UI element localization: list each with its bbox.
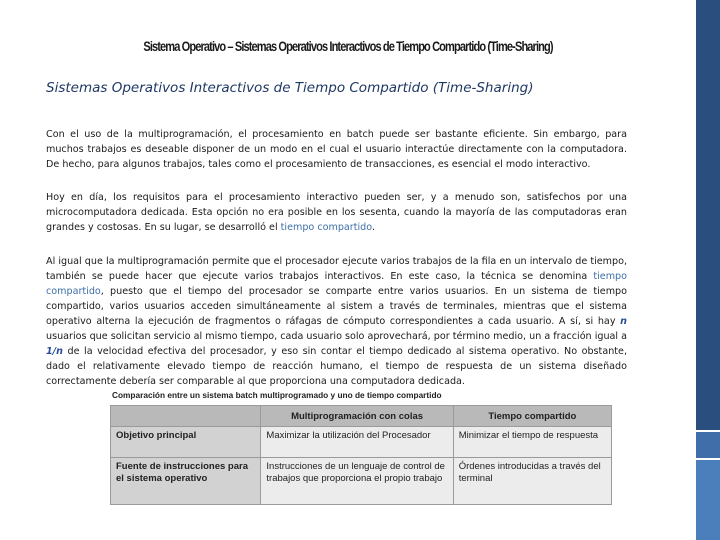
paragraph-1-text: Con el uso de la multiprogramación, el procesamiento en batch puede ser bastante eficiente. Sin embargo, para muchos trabajos es deseable disponer de un modo en el cual el usuario interactúe directamente con la computadora. De hecho, para algunos trabajos, tales como el procesamiento de transacciones, es esencial el modo interactivo. (46, 128, 627, 170)
sidebar-band-dark (696, 0, 720, 430)
table-row (111, 427, 612, 458)
sidebar-band-mid (696, 432, 720, 458)
paragraph-2 (46, 190, 627, 235)
paragraph-3-text-a: Al igual que la multiprogramación permite que el procesador ejecute varios trabajos de la fila en un intervalo de tiempo, también se puede hacer que ejecute varios trabajos interactivos. En este caso, la técnica se denomina (46, 255, 627, 282)
highlight-tiempo-compartido-2: tiempo compartido (46, 270, 627, 297)
table-header-tiempo-compartido: Tiempo compartido (453, 406, 611, 427)
table-caption: Comparación entre un sistema batch multiprogramado y uno de tiempo compartido (112, 390, 442, 400)
table-cell: Órdenes introducidas a través del terminal (453, 458, 611, 505)
paragraph-3-text-d: de la velocidad efectiva del procesador, y eso sin contar el tiempo dedicado al sistema operativo. No obstante, dado el relativamente elevado tiempo de reacción humano, el tiempo de respuesta de un sistema diseñado correctamente debería ser comparable al que proporciona una computadora dedicada. (46, 345, 627, 387)
comparison-table (110, 405, 612, 505)
table-cell: Instrucciones de un lenguaje de control de trabajos que proporciona el propio trabajo (261, 458, 453, 505)
table-row (111, 458, 612, 505)
paragraph-3-text-c: usuarios que solicitan servicio al mismo tiempo, cada usuario solo aprovechará, por término medio, un a fracción igual a (46, 330, 627, 342)
section-heading: Sistemas Operativos Interactivos de Tiempo Compartido (Time-Sharing) (46, 80, 534, 96)
variable-1-over-n: 1/n (46, 345, 64, 357)
paragraph-3-text-b: , puesto que el tiempo del procesador se comparte entre varios usuarios. En un sistema de tiempo compartido, varios usuarios acceden simultáneamente al sistem a través de terminales, mientras que el sistema operativo alterna la ejecución de fragmentos o ráfagas de cómputo correspondientes a cada usuario. A sí, si hay (46, 285, 627, 327)
table-cell: Minimizar el tiempo de respuesta (453, 427, 611, 458)
decorative-sidebar (696, 0, 720, 540)
table-cell-label: Objetivo principal (111, 427, 261, 458)
table-cell-label: Fuente de instrucciones para el sistema operativo (111, 458, 261, 505)
paragraph-1 (46, 127, 627, 172)
slide-title: Sistema Operativo – Sistemas Operativos Interactivos de Tiempo Compartido (Time-Sharing) (143, 39, 553, 54)
table-cell: Maximizar la utilización del Procesador (261, 427, 453, 458)
highlight-tiempo-compartido: tiempo compartido (280, 221, 372, 233)
table-header-row (111, 406, 612, 427)
paragraph-2-text-a: Hoy en día, los requisitos para el procesamiento interactivo pueden ser, y a menudo son, satisfechos por una microcomputadora dedicada. Esta opción no era posible en los sesenta, cuando la mayoría de las computadoras eran grandes y costosas. En su lugar, se desarrolló el (46, 191, 627, 233)
sidebar-band-light (696, 460, 720, 540)
paragraph-3 (46, 254, 627, 389)
table-header-empty (111, 406, 261, 427)
comparison-table-image (108, 387, 616, 540)
variable-n: n (620, 315, 627, 327)
table-header-multiprogramacion: Multiprogramación con colas (261, 406, 453, 427)
paragraph-2-text-b: . (371, 221, 376, 233)
